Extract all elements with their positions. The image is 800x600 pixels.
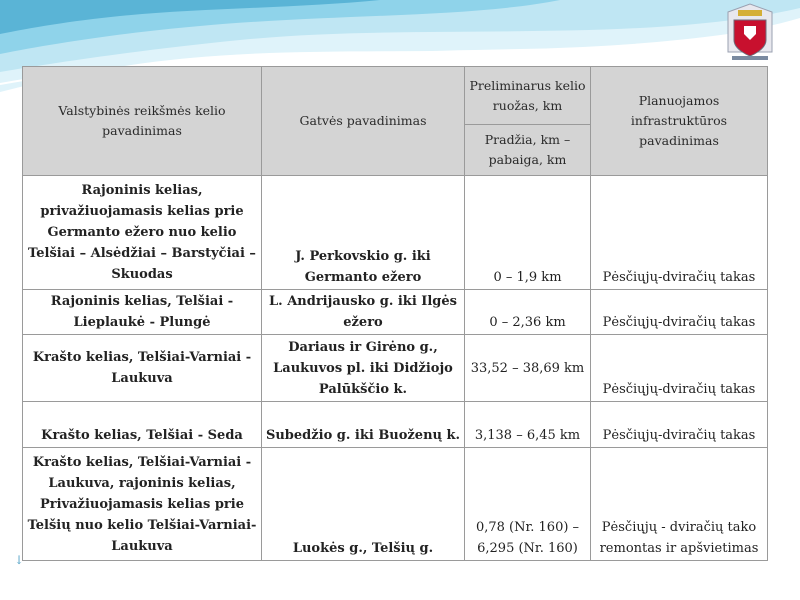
segment-km-cell: 3,138 – 6,45 km	[465, 402, 591, 448]
table-row	[23, 176, 768, 290]
header-road-name: Valstybinės reikšmės kelio pavadinimas	[23, 67, 262, 176]
table-row	[23, 448, 768, 561]
road-name-cell: Krašto kelias, Telšiai - Seda	[23, 402, 262, 448]
down-arrow-icon: ↓	[14, 553, 25, 567]
infrastructure-cell: Pėsčiųjų-dviračių takas	[591, 335, 768, 402]
table-row	[23, 290, 768, 335]
table-row	[23, 335, 768, 402]
segment-km-cell: 0 – 1,9 km	[465, 176, 591, 290]
segment-km-cell: 33,52 – 38,69 km	[465, 335, 591, 402]
coat-of-arms-icon	[724, 2, 776, 64]
street-name-cell: J. Perkovskio g. iki Germanto ežero	[262, 176, 465, 290]
header-segment: Preliminarus kelio ruožas, km	[465, 67, 591, 125]
header-infrastructure: Planuojamos infrastruktūros pavadinimas	[591, 67, 768, 176]
infrastructure-cell: Pėsčiųjų - dviračių tako remontas ir apšvietimas	[591, 448, 768, 561]
road-name-cell: Rajoninis kelias, Telšiai - Lieplaukė - Plungė	[23, 290, 262, 335]
road-name-cell: Krašto kelias, Telšiai-Varniai - Laukuva	[23, 335, 262, 402]
road-name-cell: Krašto kelias, Telšiai-Varniai - Laukuva, rajoninis kelias, Privažiuojamasis kelias prie Telšių nuo kelio Telšiai-Varniai-Laukuva	[23, 448, 262, 561]
infrastructure-cell: Pėsčiųjų-dviračių takas	[591, 290, 768, 335]
infrastructure-cell: Pėsčiųjų-dviračių takas	[591, 402, 768, 448]
header-segment-subheader: Pradžia, km – pabaiga, km	[465, 125, 591, 176]
road-infrastructure-table	[22, 66, 768, 561]
header-street-name: Gatvės pavadinimas	[262, 67, 465, 176]
street-name-cell: L. Andrijausko g. iki Ilgės ežero	[262, 290, 465, 335]
road-name-cell: Rajoninis kelias, privažiuojamasis kelias prie Germanto ežero nuo kelio Telšiai – Alsėdžiai – Barstyčiai – Skuodas	[23, 176, 262, 290]
street-name-cell: Luokės g., Telšių g.	[262, 448, 465, 561]
street-name-cell: Dariaus ir Girėno g., Laukuvos pl. iki Didžiojo Palūkščio k.	[262, 335, 465, 402]
street-name-cell: Subedžio g. iki Buoženų k.	[262, 402, 465, 448]
infrastructure-cell: Pėsčiųjų-dviračių takas	[591, 176, 768, 290]
segment-km-cell: 0,78 (Nr. 160) – 6,295 (Nr. 160)	[465, 448, 591, 561]
table-row	[23, 402, 768, 448]
segment-km-cell: 0 – 2,36 km	[465, 290, 591, 335]
road-infrastructure-table-container	[22, 66, 767, 561]
